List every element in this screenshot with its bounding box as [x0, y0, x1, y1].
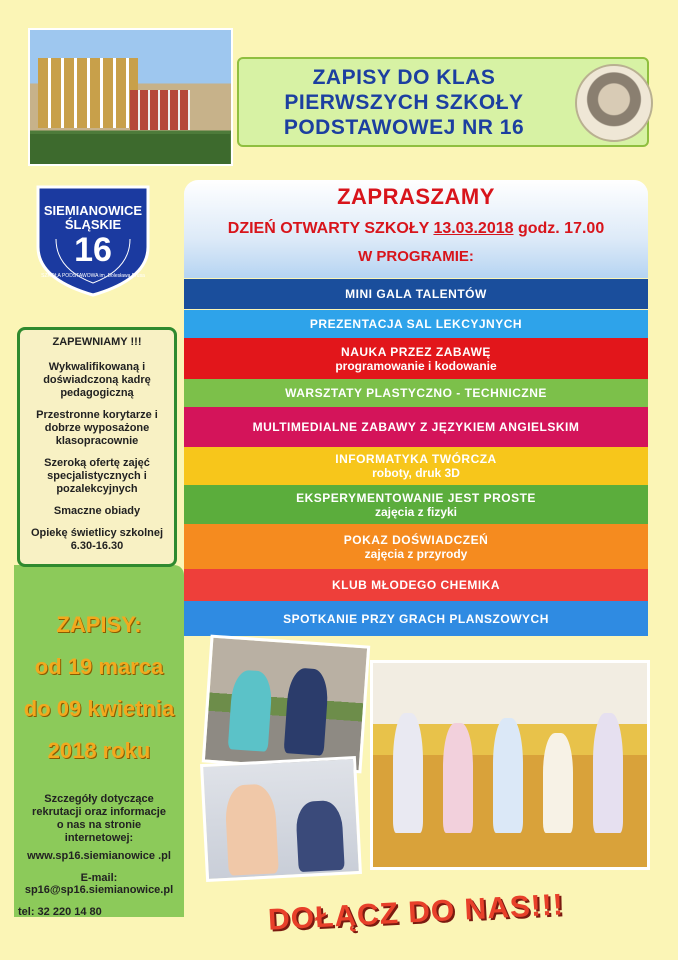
open-day-date: 13.03.2018 [433, 220, 514, 237]
playground-photo [202, 635, 371, 774]
invitation-header [184, 180, 648, 278]
email-label: E-mail: [80, 872, 118, 884]
program-item-title: KLUB MŁODEGO CHEMIKA [332, 578, 500, 592]
program-item [184, 447, 648, 485]
guarantee-item: Opiekę świetlicy szkolnej 6.30-16.30 [30, 527, 164, 552]
guarantee-item: Przestronne korytarze i dobrze wyposażone klasopracownie [36, 409, 158, 447]
program-item-title: MULTIMEDIALNE ZABAWY Z JĘZYKIEM ANGIELSKIM [252, 420, 580, 434]
title-line-2: PIERWSZYCH SZKOŁY [284, 91, 524, 114]
program-item-title: INFORMATYKA TWÓRCZA [335, 452, 497, 466]
program-item-title: POKAZ DOŚWIADCZEŃ [343, 532, 489, 547]
invitation-headline: ZAPRASZAMY [337, 184, 495, 209]
program-item-subtitle: roboty, druk 3D [372, 466, 460, 480]
enrollment-year: 2018 roku [47, 738, 151, 763]
program-item-subtitle: programowanie i kodowanie [335, 358, 497, 373]
badge-city-line-1: SIEMIANOWICE [43, 203, 143, 218]
program-item-title: SPOTKANIE PRZY GRACH PLANSZOWYCH [283, 611, 549, 626]
badge-city-line-2: ŚLĄSKIE [64, 217, 122, 232]
guarantee-item: Szeroką ofertę zajęć specjalistycznych i pozalekcyjnych [44, 457, 150, 495]
guarantees-heading: ZAPEWNIAMY !!! [52, 336, 142, 348]
program-item-title: WARSZTATY PLASTYCZNO - TECHNICZNE [285, 386, 547, 400]
program-item [184, 338, 648, 379]
guarantee-item: Smaczne obiady [53, 505, 141, 517]
program-item [184, 379, 648, 407]
enrollment-from: od 19 marca [34, 654, 164, 679]
program-item-title: PREZENTACJA SAL LEKCYJNYCH [309, 317, 523, 331]
badge-number: 16 [74, 231, 112, 269]
program-item [184, 569, 648, 601]
school-badge-shield [34, 183, 152, 297]
title-line-1: ZAPISY DO KLAS [312, 66, 496, 89]
children-close-up-photo [200, 756, 362, 882]
guarantee-item: Wykwalifikowaną i doświadczoną kadrę pedagogiczną [43, 361, 151, 399]
title-box [237, 57, 649, 147]
patron-portrait-seal [575, 64, 653, 142]
contact-details-text: Szczegóły dotyczące rekrutacji oraz informacje o nas na stronie internetowej: [32, 793, 166, 844]
email-link[interactable]: sp16@sp16.siemianowice.pl [24, 884, 174, 896]
program-item [184, 601, 648, 636]
join-us-banner: DOŁĄCZ DO NAS!!! [267, 888, 565, 937]
title-line-3: PODSTAWOWEJ NR 16 [283, 116, 525, 139]
program-item [184, 524, 648, 569]
open-day-time: godz. 17.00 [517, 220, 605, 237]
program-item [184, 485, 648, 524]
program-item-subtitle: zajęcia z przyrody [364, 546, 468, 561]
enrollment-to: do 09 kwietnia [23, 696, 175, 721]
website-link[interactable]: www.sp16.siemianowice .pl [27, 850, 171, 862]
open-day-line [184, 220, 648, 238]
program-item [184, 279, 648, 309]
enrollment-label: ZAPISY: [56, 612, 142, 637]
gym-class-photo [370, 660, 650, 870]
school-building-photo [28, 28, 233, 166]
program-item-subtitle: zajęcia z fizyki [374, 504, 458, 519]
program-item-title: NAUKA PRZEZ ZABAWĘ [341, 344, 491, 359]
badge-arc-text: SZKOŁA PODSTAWOWA im. Bolesława Prusa [41, 273, 145, 279]
program-item-title: MINI GALA TALENTÓW [345, 287, 487, 301]
program-item [184, 407, 648, 447]
open-day-label: DZIEŃ OTWARTY SZKOŁY [227, 220, 429, 237]
program-item [184, 310, 648, 338]
program-item-title: EKSPERYMENTOWANIE JEST PROSTE [296, 490, 536, 505]
guarantees-box [17, 327, 177, 567]
phone-number: tel: 32 220 14 80 [18, 906, 102, 918]
program-label: W PROGRAMIE: [358, 248, 474, 265]
